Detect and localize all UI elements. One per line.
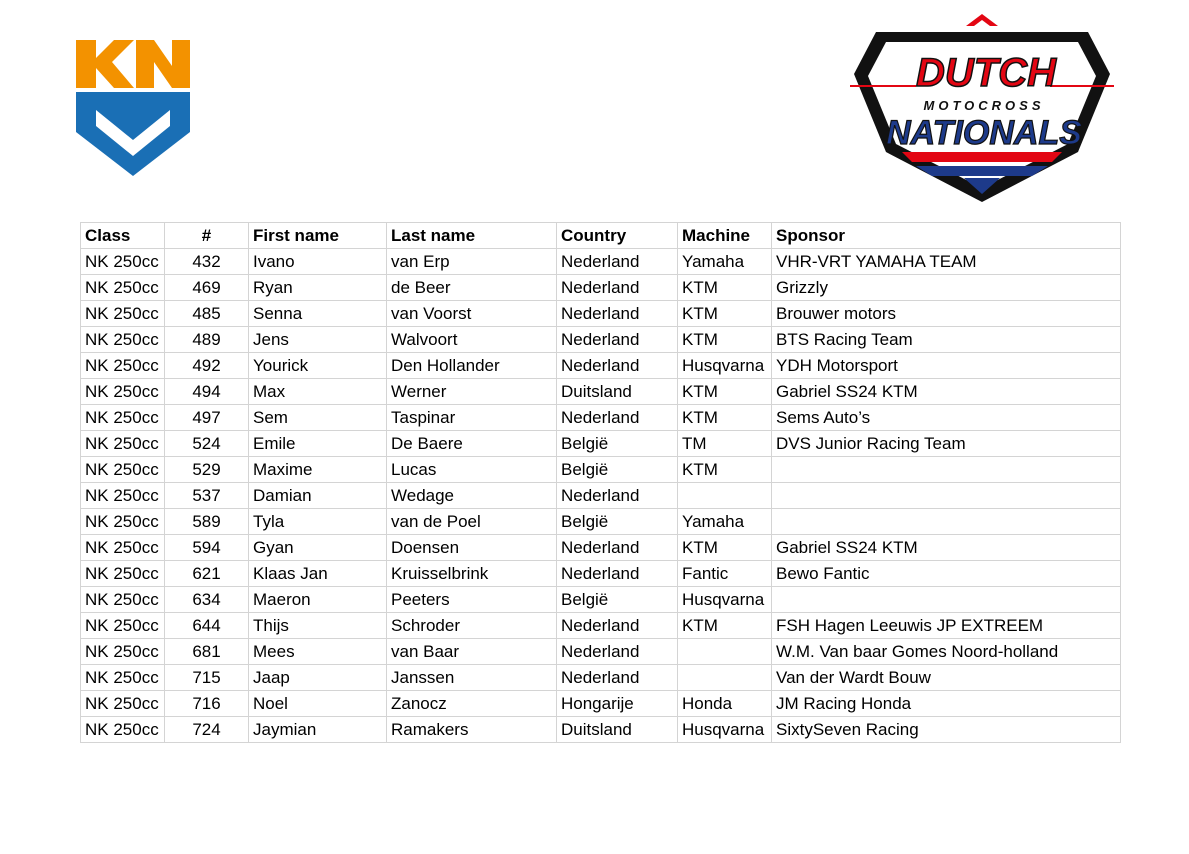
cell-first-name: Maxime: [249, 457, 387, 483]
table-row: [81, 665, 1121, 691]
cell-class: NK 250cc: [81, 301, 165, 327]
table-row: [81, 691, 1121, 717]
cell-first-name: Senna: [249, 301, 387, 327]
cell-country: Nederland: [557, 353, 678, 379]
cell-number: 716: [165, 691, 249, 717]
cell-machine: KTM: [678, 379, 772, 405]
cell-sponsor: VHR-VRT YAMAHA TEAM: [772, 249, 1121, 275]
table-row: [81, 301, 1121, 327]
table-row: [81, 379, 1121, 405]
cell-class: NK 250cc: [81, 249, 165, 275]
knmv-logo-letters: [76, 40, 190, 88]
cell-first-name: Tyla: [249, 509, 387, 535]
cell-sponsor: Van der Wardt Bouw: [772, 665, 1121, 691]
cell-class: NK 250cc: [81, 535, 165, 561]
cell-machine: [678, 639, 772, 665]
header-class: Class: [81, 223, 165, 249]
table-row: [81, 353, 1121, 379]
cell-first-name: Damian: [249, 483, 387, 509]
cell-country: Nederland: [557, 275, 678, 301]
cell-number: 497: [165, 405, 249, 431]
logo-line2: MOTOCROSS: [923, 98, 1045, 113]
cell-first-name: Jens: [249, 327, 387, 353]
cell-country: Duitsland: [557, 717, 678, 743]
cell-sponsor: SixtySeven Racing: [772, 717, 1121, 743]
cell-first-name: Maeron: [249, 587, 387, 613]
cell-sponsor: [772, 509, 1121, 535]
cell-country: Hongarije: [557, 691, 678, 717]
cell-number: 485: [165, 301, 249, 327]
table-row: [81, 613, 1121, 639]
header-first-name: First name: [249, 223, 387, 249]
cell-machine: Husqvarna: [678, 717, 772, 743]
cell-sponsor: BTS Racing Team: [772, 327, 1121, 353]
cell-machine: Husqvarna: [678, 353, 772, 379]
cell-last-name: Schroder: [387, 613, 557, 639]
cell-class: NK 250cc: [81, 587, 165, 613]
cell-first-name: Max: [249, 379, 387, 405]
cell-class: NK 250cc: [81, 665, 165, 691]
cell-machine: Honda: [678, 691, 772, 717]
cell-first-name: Ryan: [249, 275, 387, 301]
header-sponsor: Sponsor: [772, 223, 1121, 249]
knmv-logo-icon: [74, 40, 192, 176]
cell-country: Nederland: [557, 327, 678, 353]
cell-number: 681: [165, 639, 249, 665]
cell-number: 537: [165, 483, 249, 509]
cell-country: België: [557, 587, 678, 613]
cell-country: Nederland: [557, 405, 678, 431]
cell-last-name: Den Hollander: [387, 353, 557, 379]
cell-sponsor: [772, 587, 1121, 613]
cell-machine: KTM: [678, 327, 772, 353]
cell-first-name: Yourick: [249, 353, 387, 379]
cell-sponsor: Bewo Fantic: [772, 561, 1121, 587]
cell-class: NK 250cc: [81, 691, 165, 717]
cell-sponsor: JM Racing Honda: [772, 691, 1121, 717]
table-row: [81, 639, 1121, 665]
cell-last-name: van de Poel: [387, 509, 557, 535]
cell-machine: KTM: [678, 535, 772, 561]
table-row: [81, 717, 1121, 743]
cell-first-name: Ivano: [249, 249, 387, 275]
cell-first-name: Gyan: [249, 535, 387, 561]
cell-last-name: de Beer: [387, 275, 557, 301]
cell-class: NK 250cc: [81, 483, 165, 509]
cell-first-name: Emile: [249, 431, 387, 457]
table-row: [81, 405, 1121, 431]
cell-last-name: De Baere: [387, 431, 557, 457]
cell-last-name: Werner: [387, 379, 557, 405]
cell-number: 524: [165, 431, 249, 457]
cell-machine: TM: [678, 431, 772, 457]
table-row: [81, 249, 1121, 275]
cell-last-name: Ramakers: [387, 717, 557, 743]
cell-class: NK 250cc: [81, 431, 165, 457]
logo-line3: NATIONALS: [886, 114, 1082, 152]
cell-last-name: Doensen: [387, 535, 557, 561]
cell-country: België: [557, 457, 678, 483]
dutch-motocross-nationals-logo-icon: [846, 12, 1118, 204]
cell-machine: Husqvarna: [678, 587, 772, 613]
header-last-name: Last name: [387, 223, 557, 249]
cell-number: 589: [165, 509, 249, 535]
cell-class: NK 250cc: [81, 457, 165, 483]
cell-machine: KTM: [678, 405, 772, 431]
cell-last-name: Wedage: [387, 483, 557, 509]
cell-machine: Yamaha: [678, 509, 772, 535]
table-row: [81, 483, 1121, 509]
cell-first-name: Thijs: [249, 613, 387, 639]
cell-sponsor: Sems Auto’s: [772, 405, 1121, 431]
header-country: Country: [557, 223, 678, 249]
cell-last-name: van Voorst: [387, 301, 557, 327]
cell-number: 724: [165, 717, 249, 743]
cell-last-name: van Baar: [387, 639, 557, 665]
cell-first-name: Klaas Jan: [249, 561, 387, 587]
cell-class: NK 250cc: [81, 613, 165, 639]
cell-last-name: Janssen: [387, 665, 557, 691]
cell-country: Nederland: [557, 483, 678, 509]
cell-number: 529: [165, 457, 249, 483]
cell-number: 644: [165, 613, 249, 639]
cell-sponsor: W.M. Van baar Gomes Noord-holland: [772, 639, 1121, 665]
table-row: [81, 535, 1121, 561]
cell-last-name: van Erp: [387, 249, 557, 275]
table-row: [81, 275, 1121, 301]
cell-class: NK 250cc: [81, 717, 165, 743]
cell-number: 715: [165, 665, 249, 691]
entry-list-table: [80, 222, 1121, 743]
cell-country: Nederland: [557, 639, 678, 665]
cell-country: België: [557, 431, 678, 457]
cell-last-name: Peeters: [387, 587, 557, 613]
table-row: [81, 587, 1121, 613]
cell-country: Duitsland: [557, 379, 678, 405]
cell-number: 489: [165, 327, 249, 353]
cell-class: NK 250cc: [81, 327, 165, 353]
cell-machine: KTM: [678, 613, 772, 639]
cell-last-name: Zanocz: [387, 691, 557, 717]
cell-country: Nederland: [557, 561, 678, 587]
cell-sponsor: [772, 457, 1121, 483]
cell-machine: [678, 483, 772, 509]
cell-class: NK 250cc: [81, 509, 165, 535]
cell-number: 634: [165, 587, 249, 613]
cell-number: 594: [165, 535, 249, 561]
cell-country: Nederland: [557, 535, 678, 561]
cell-country: Nederland: [557, 249, 678, 275]
header-machine: Machine: [678, 223, 772, 249]
cell-class: NK 250cc: [81, 353, 165, 379]
cell-sponsor: Brouwer motors: [772, 301, 1121, 327]
table-row: [81, 431, 1121, 457]
cell-number: 469: [165, 275, 249, 301]
cell-machine: KTM: [678, 301, 772, 327]
cell-country: Nederland: [557, 665, 678, 691]
cell-number: 432: [165, 249, 249, 275]
cell-sponsor: Gabriel SS24 KTM: [772, 535, 1121, 561]
cell-sponsor: FSH Hagen Leeuwis JP EXTREEM: [772, 613, 1121, 639]
cell-machine: [678, 665, 772, 691]
cell-class: NK 250cc: [81, 405, 165, 431]
cell-first-name: Jaymian: [249, 717, 387, 743]
cell-first-name: Jaap: [249, 665, 387, 691]
cell-sponsor: [772, 483, 1121, 509]
cell-last-name: Taspinar: [387, 405, 557, 431]
cell-class: NK 250cc: [81, 639, 165, 665]
cell-class: NK 250cc: [81, 561, 165, 587]
cell-first-name: Mees: [249, 639, 387, 665]
table-row: [81, 509, 1121, 535]
knmv-logo-shield: [76, 92, 190, 176]
cell-last-name: Kruisselbrink: [387, 561, 557, 587]
table-header-row: [81, 223, 1121, 249]
cell-country: Nederland: [557, 613, 678, 639]
cell-country: België: [557, 509, 678, 535]
cell-country: Nederland: [557, 301, 678, 327]
cell-sponsor: Grizzly: [772, 275, 1121, 301]
logo-line1: DUTCH: [916, 51, 1056, 95]
cell-machine: Yamaha: [678, 249, 772, 275]
cell-number: 621: [165, 561, 249, 587]
table-row: [81, 327, 1121, 353]
table-row: [81, 561, 1121, 587]
header-number: #: [165, 223, 249, 249]
cell-first-name: Noel: [249, 691, 387, 717]
table-row: [81, 457, 1121, 483]
cell-class: NK 250cc: [81, 275, 165, 301]
cell-sponsor: YDH Motorsport: [772, 353, 1121, 379]
cell-machine: KTM: [678, 275, 772, 301]
cell-machine: Fantic: [678, 561, 772, 587]
cell-class: NK 250cc: [81, 379, 165, 405]
cell-number: 494: [165, 379, 249, 405]
cell-sponsor: DVS Junior Racing Team: [772, 431, 1121, 457]
cell-last-name: Lucas: [387, 457, 557, 483]
cell-number: 492: [165, 353, 249, 379]
cell-sponsor: Gabriel SS24 KTM: [772, 379, 1121, 405]
cell-machine: KTM: [678, 457, 772, 483]
cell-first-name: Sem: [249, 405, 387, 431]
cell-last-name: Walvoort: [387, 327, 557, 353]
